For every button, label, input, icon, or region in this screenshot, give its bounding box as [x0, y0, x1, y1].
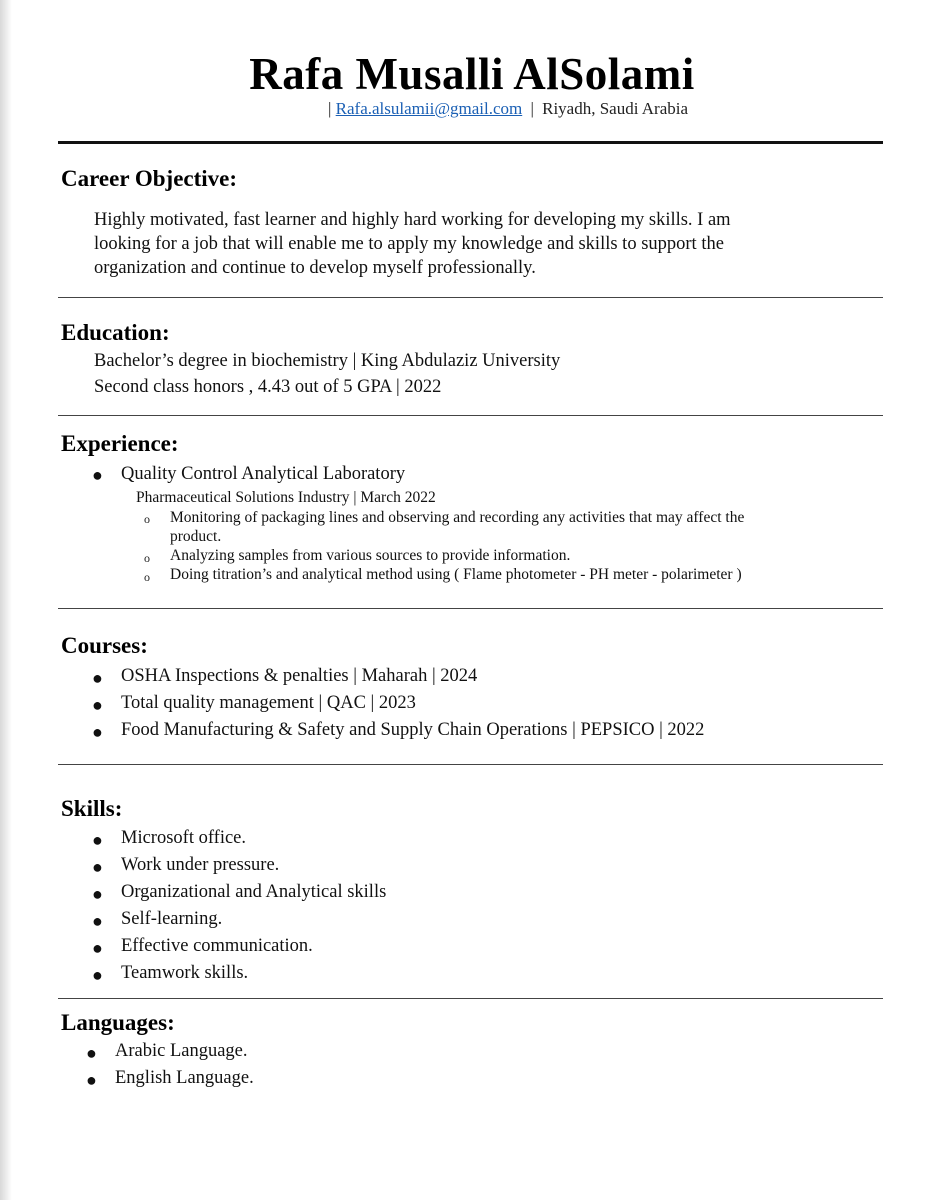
bullet-icon: ● — [92, 668, 103, 688]
experience-duty: Monitoring of packaging lines and observing and recording any activities that may affect the — [170, 509, 745, 526]
section-heading-education: Education: — [61, 320, 170, 345]
experience-company: Pharmaceutical Solutions Industry | March 2022 — [136, 489, 436, 506]
skill-item: Teamwork skills. — [121, 963, 249, 983]
email-link[interactable]: Rafa.alsulamii@gmail.com — [335, 99, 523, 118]
objective-line: Highly motivated, fast learner and highly hard working for developing my skills. I am — [94, 210, 731, 230]
bullet-icon: ● — [92, 722, 103, 742]
bullet-icon: ● — [92, 884, 103, 904]
skill-item: Self-learning. — [121, 909, 223, 929]
language-item: Arabic Language. — [115, 1041, 248, 1061]
experience-duty: Doing titration’s and analytical method using ( Flame photometer - PH meter - polarimeter ) — [170, 566, 742, 583]
skill-item: Effective communication. — [121, 936, 313, 956]
bullet-icon: ● — [92, 911, 103, 931]
section-divider — [58, 415, 883, 416]
sub-bullet-icon: o — [144, 512, 150, 526]
section-divider — [58, 297, 883, 298]
bullet-icon: ● — [92, 857, 103, 877]
candidate-name: Rafa Musalli AlSolami — [249, 49, 695, 99]
bullet-icon: ● — [92, 938, 103, 958]
objective-line: looking for a job that will enable me to apply my knowledge and skills to support the — [94, 234, 724, 254]
skill-item: Work under pressure. — [121, 855, 280, 875]
bullet-icon: ● — [86, 1043, 97, 1063]
location-text: Riyadh, Saudi Arabia — [542, 99, 689, 118]
contact-line — [328, 99, 688, 119]
education-honors: Second class honors , 4.43 out of 5 GPA | 2022 — [94, 377, 442, 397]
section-heading-languages: Languages: — [61, 1010, 175, 1035]
section-heading-skills: Skills: — [61, 796, 123, 821]
bullet-icon: ● — [86, 1070, 97, 1090]
bullet-icon: ● — [92, 695, 103, 715]
section-divider — [58, 998, 883, 999]
section-divider — [58, 608, 883, 609]
skill-item: Microsoft office. — [121, 828, 247, 848]
section-heading-experience: Experience: — [61, 431, 179, 456]
career-objective-text — [94, 208, 814, 280]
contact-separator: | — [530, 99, 534, 118]
bullet-icon: ● — [92, 965, 103, 985]
section-heading-courses: Courses: — [61, 633, 148, 658]
experience-duty: Analyzing samples from various sources to provide information. — [170, 547, 571, 564]
course-item: Food Manufacturing & Safety and Supply Chain Operations | PEPSICO | 2022 — [121, 720, 705, 740]
contact-separator: | — [328, 99, 332, 118]
bullet-icon: ● — [92, 465, 103, 485]
experience-role: Quality Control Analytical Laboratory — [121, 464, 406, 484]
education-degree: Bachelor’s degree in biochemistry | King Abdulaziz University — [94, 351, 561, 371]
course-item: Total quality management | QAC | 2023 — [121, 693, 416, 713]
bullet-icon: ● — [92, 830, 103, 850]
experience-duty-continued: product. — [170, 528, 222, 545]
language-item: English Language. — [115, 1068, 254, 1088]
objective-line: organization and continue to develop myself professionally. — [94, 258, 536, 278]
sub-bullet-icon: o — [144, 551, 150, 565]
header-divider — [58, 141, 883, 144]
skill-item: Organizational and Analytical skills — [121, 882, 387, 902]
sub-bullet-icon: o — [144, 570, 150, 584]
section-heading-career-objective: Career Objective: — [61, 166, 238, 191]
course-item: OSHA Inspections & penalties | Maharah | 2024 — [121, 666, 478, 686]
section-divider — [58, 764, 883, 765]
